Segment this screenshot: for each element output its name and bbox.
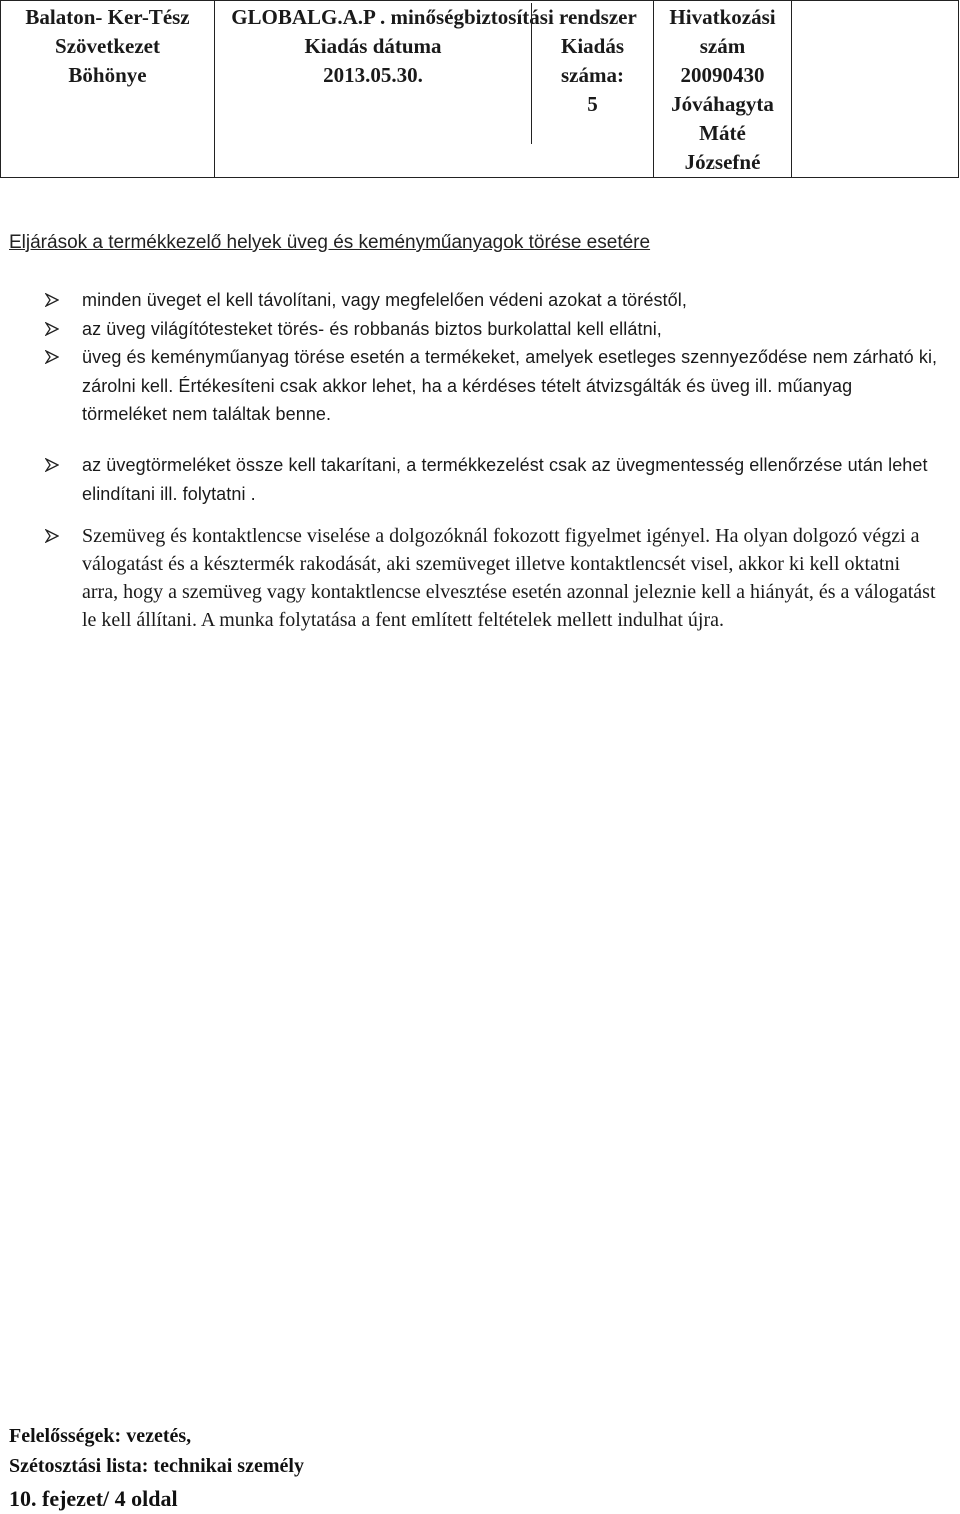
distribution-line: Szétosztási lista: technikai személy — [9, 1455, 304, 1477]
org-line: Szövetkezet — [55, 34, 160, 58]
system-cell — [215, 1, 654, 178]
reference-value: 20090430 — [680, 63, 765, 87]
list-item-text: minden üveget el kell távolítani, vagy megfelelően védeni azokat a töréstől, — [82, 290, 687, 310]
procedure-list — [0, 522, 940, 634]
issue-number-line: száma: — [561, 63, 624, 87]
responsibilities-line: Felelősségek: vezetés, — [9, 1425, 192, 1447]
arrow-bullet-icon — [45, 529, 61, 543]
org-line: Böhönye — [68, 63, 147, 87]
procedure-list — [0, 451, 940, 508]
approved-name: Máté — [699, 121, 746, 145]
issue-date-block — [215, 32, 531, 140]
issue-date-value: 2013.05.30. — [323, 63, 423, 87]
arrow-bullet-icon — [45, 350, 61, 364]
list-item-text: Szemüveg és kontaktlencse viselése a dolgozóknál fokozott figyelmet igényel. Ha olyan dolgozó végzi a válogatást és a késztermék rakodását, aki szemüveget illetve kontaktlencsét visel, akkor ki kell oktatni arra, hogy a szemüveg vagy kontaktlencse elvesztése esetén azonnal jeleznie kell a hiányát, és a válogatást le kell állítani. A munka folytatása a fent említett feltételek mellett indulhat újra. — [82, 525, 936, 631]
list-item-text: az üvegtörmeléket össze kell takarítani, a termékkezelést csak az üvegmentesség ellenőrzése után lehet elindítani ill. folytatni . — [82, 455, 928, 504]
issue-date-label: Kiadás dátuma — [304, 34, 442, 58]
list-item — [0, 286, 940, 315]
organization-cell — [1, 1, 215, 178]
list-item — [0, 315, 940, 344]
empty-cell — [792, 1, 959, 178]
approved-label: Jóváhagyta — [671, 92, 774, 116]
issue-number-block — [531, 3, 653, 144]
org-line: Balaton- Ker-Tész — [25, 5, 190, 29]
page-number: 10. fejezet/ 4 oldal — [9, 1486, 178, 1511]
approved-name: Józsefné — [684, 150, 761, 174]
list-item — [0, 522, 940, 634]
issue-number-line: Kiadás — [560, 34, 625, 58]
document-header — [0, 0, 959, 178]
arrow-bullet-icon — [45, 322, 61, 336]
reference-cell — [654, 1, 792, 178]
reference-label: Hivatkozási szám — [669, 5, 776, 58]
issue-number-value: 5 — [587, 92, 598, 116]
document-title: Eljárások a termékkezelő helyek üveg és keményműanyagok törése esetére — [9, 232, 651, 253]
list-item — [0, 451, 940, 508]
list-item-text: az üveg világítótesteket törés- és robbanás biztos burkolattal kell ellátni, — [82, 318, 662, 339]
system-title: GLOBALG.A.P . minőségbiztosítási rendszer — [231, 5, 637, 29]
arrow-bullet-icon — [45, 458, 61, 472]
arrow-bullet-icon — [45, 293, 61, 307]
list-item — [0, 343, 940, 429]
procedure-list — [0, 286, 940, 429]
list-item-text: üveg és keményműanyag törése esetén a termékeket, amelyek esetleges szennyeződése nem zárható ki, zárolni kell. Értékesíteni csak akkor lehet, ha a kérdéses tételt átvizsgálták és üveg ill. műanyag törmeléket nem találtak benne. — [82, 347, 938, 425]
